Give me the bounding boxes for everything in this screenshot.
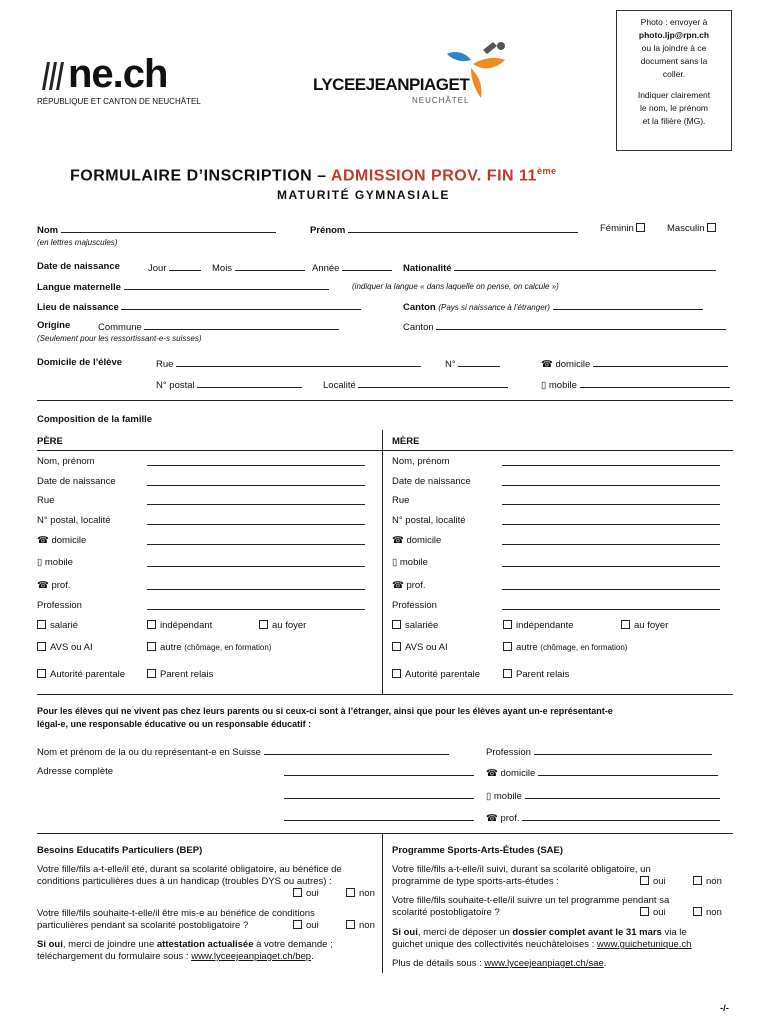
canton-field[interactable]: [553, 300, 703, 310]
nom-field[interactable]: [61, 223, 276, 233]
photo-line: le nom, le prénom: [639, 103, 709, 113]
autorite-option-mere[interactable]: Autorité parentale: [392, 669, 480, 680]
mere-row-field[interactable]: [502, 456, 720, 469]
phone-icon: ☎: [486, 813, 498, 824]
mere-row-label: ▯ mobile: [392, 557, 428, 568]
sae-q2-non[interactable]: non: [693, 907, 722, 918]
photo-email: photo.ljp@rpn.ch: [638, 30, 710, 40]
sae-more: Plus de détails sous : www.lyceejeanpiaget.ch/sae.: [392, 958, 607, 969]
prenom-field[interactable]: [348, 223, 578, 233]
sae-instructions: Si oui, merci de déposer un dossier complet avant le 31 mars via le guichet unique des collectivités neuchâteloises : www.guichetunique.ch: [392, 927, 692, 950]
rep-mobile[interactable]: ▯ mobile: [486, 789, 720, 802]
page-number: -/-: [720, 1003, 729, 1014]
photo-line: Indiquer clairement: [637, 90, 711, 100]
mere-row-field[interactable]: [502, 535, 720, 548]
rep-prof[interactable]: ☎ prof.: [486, 811, 720, 824]
mere-row-field[interactable]: [502, 600, 720, 613]
lieu-field[interactable]: [121, 300, 361, 310]
photo-line: ou la joindre à ce: [641, 43, 707, 53]
langue-field[interactable]: [124, 280, 329, 290]
pere-row-field[interactable]: [147, 515, 365, 528]
mobile-icon: ▯: [37, 557, 45, 568]
pere-row-field[interactable]: [147, 535, 365, 548]
form-title: [70, 166, 556, 185]
origine-label: Origine: [37, 320, 71, 331]
lycee-logo-city: NEUCHÂTEL: [412, 96, 470, 105]
phone-icon: ☎: [37, 535, 52, 546]
ne-logo-text: ne.ch: [68, 52, 168, 96]
bep-instructions: Si oui, merci de joindre une attestation actualisée à votre demande ; téléchargement du formulaire sous : www.lyceejeanpiaget.ch/bep.: [37, 939, 333, 962]
au-foyer-option-mere[interactable]: au foyer: [621, 620, 668, 631]
mere-row-field[interactable]: [502, 557, 720, 570]
relais-option[interactable]: Parent relais: [147, 669, 213, 680]
mere-row-label: Nom, prénom: [392, 456, 450, 467]
sae-q2-oui[interactable]: oui: [640, 907, 666, 918]
mobile-eleve[interactable]: ▯ mobile: [541, 378, 730, 391]
sae-guichet-link[interactable]: www.guichetunique.ch: [596, 939, 692, 950]
divider: [37, 694, 733, 695]
photo-line: document sans la: [640, 56, 708, 66]
pere-row-label: ▯ mobile: [37, 557, 73, 568]
no-field[interactable]: N°: [445, 357, 500, 370]
phone-icon: ☎: [541, 359, 553, 370]
nationalite-label: Nationalité: [403, 261, 716, 274]
pere-row-field[interactable]: [147, 580, 365, 593]
commune-field[interactable]: Commune: [98, 320, 339, 333]
mere-row-field[interactable]: [502, 580, 720, 593]
mere-row-label: Rue: [392, 495, 410, 506]
tel-domicile-eleve[interactable]: ☎ domicile: [541, 357, 728, 370]
sae-question-1: Votre fille/fils a-t-elle/il suivi, durant sa scolarité obligatoire, un programme de type sports-arts-études :: [392, 864, 651, 887]
feminin-checkbox[interactable]: [636, 223, 645, 232]
pere-row-label: N° postal, localité: [37, 515, 111, 526]
mobile-icon: ▯: [541, 380, 547, 391]
mere-row-field[interactable]: [502, 515, 720, 528]
bep-link[interactable]: www.lyceejeanpiaget.ch/bep: [191, 951, 312, 962]
rep-domicile[interactable]: ☎ domicile: [486, 766, 718, 779]
phone-icon: ☎: [392, 535, 407, 546]
pere-row-label: Rue: [37, 495, 55, 506]
nom-label: Nom: [37, 223, 276, 236]
sae-q1-oui[interactable]: oui: [640, 876, 666, 887]
ne-logo-subtitle: RÉPUBLIQUE ET CANTON DE NEUCHÂTEL: [37, 97, 201, 106]
mere-row-label: Profession: [392, 600, 437, 611]
divider: [37, 450, 733, 451]
lieu-label: Lieu de naissance: [37, 300, 361, 313]
rep-adresse-line[interactable]: [284, 811, 474, 824]
mere-row-field[interactable]: [502, 476, 720, 489]
rep-profession[interactable]: Profession: [486, 745, 712, 758]
sae-q1-non[interactable]: non: [693, 876, 722, 887]
photo-line: Photo : envoyer à: [640, 17, 708, 27]
mere-heading: MÈRE: [392, 436, 420, 447]
mobile-icon: ▯: [486, 791, 492, 802]
autorite-option[interactable]: Autorité parentale: [37, 669, 125, 680]
photo-box: [616, 10, 732, 151]
avs-option-mere[interactable]: AVS ou AI: [392, 642, 448, 653]
mere-row-label: Date de naissance: [392, 476, 471, 487]
rep-adresse-line[interactable]: [284, 789, 474, 802]
pere-row-label: Date de naissance: [37, 476, 116, 487]
bep-question-1: Votre fille/fils a-t-elle/il été, durant sa scolarité obligatoire, au bénéfice de conditions particulières dues à un handicap (troubles DYS ou autres) :: [37, 864, 342, 887]
independant-option[interactable]: indépendant: [147, 620, 212, 631]
photo-line: coller.: [662, 69, 686, 79]
bep-question-2: Votre fille/fils souhaite-t-elle/il être mis-e au bénéfice de conditions particulières pendant sa scolarité postobligatoire ?: [37, 908, 315, 931]
pere-row-label: ☎ prof.: [37, 580, 71, 591]
family-title: Composition de la famille: [37, 414, 153, 425]
bep-q1-non[interactable]: non: [346, 888, 375, 899]
pere-row-field[interactable]: [147, 495, 365, 508]
localite-field[interactable]: Localité: [323, 378, 508, 391]
photo-line: [617, 81, 731, 89]
bep-q2-oui[interactable]: oui: [293, 920, 319, 931]
form-subtitle: MATURITÉ GYMNASIALE: [277, 188, 450, 202]
pere-row-field[interactable]: [147, 600, 365, 613]
npa-field[interactable]: N° postal: [156, 378, 302, 391]
nationalite-field[interactable]: [454, 261, 716, 271]
autre-option-mere[interactable]: autre (chômage, en formation): [503, 642, 627, 653]
divider: [37, 833, 733, 834]
mere-row-label: ☎ domicile: [392, 535, 442, 546]
independante-option[interactable]: indépendante: [503, 620, 574, 631]
pere-row-field[interactable]: [147, 456, 365, 469]
phone-icon: ☎: [37, 580, 52, 591]
origine-note: (Seulement pour les ressortissant-e-s suisses): [37, 334, 202, 343]
form-title-main: FORMULAIRE D’INSCRIPTION –: [70, 167, 327, 185]
canton-origine-field[interactable]: Canton: [403, 320, 726, 333]
bep-q1-oui[interactable]: oui: [293, 888, 319, 899]
rep-adresse-line[interactable]: [284, 766, 474, 779]
au-foyer-option[interactable]: au foyer: [259, 620, 306, 631]
form-title-sup: ème: [536, 166, 557, 176]
pere-row-label: ☎ domicile: [37, 535, 87, 546]
mere-row-label: N° postal, localité: [392, 515, 466, 526]
pere-row-label: Nom, prénom: [37, 456, 95, 467]
masculin-option[interactable]: Masculin: [667, 223, 720, 234]
salarie-option[interactable]: salarié: [37, 620, 78, 631]
canton-label: Canton (Pays si naissance à l’étranger): [403, 300, 703, 313]
rep-nom-label: Nom et prénom de la ou du représentant-e en Suisse: [37, 745, 449, 758]
langue-label: Langue maternelle: [37, 280, 329, 293]
pere-heading: PÈRE: [37, 436, 63, 447]
phone-icon: ☎: [392, 580, 407, 591]
rue-field[interactable]: Rue: [156, 357, 421, 370]
ne-logo-stripes: [38, 62, 66, 93]
lycee-logo-name: LYCEEJEANPIAGET: [313, 75, 470, 94]
mere-row-field[interactable]: [502, 495, 720, 508]
masculin-checkbox[interactable]: [707, 223, 716, 232]
sae-title: Programme Sports-Arts-Études (SAE): [392, 845, 564, 856]
domicile-eleve-label: Domicile de l’élève: [37, 357, 123, 368]
bep-q2-non[interactable]: non: [346, 920, 375, 931]
rep-nom-field[interactable]: [264, 745, 449, 755]
pere-row-field[interactable]: [147, 476, 365, 489]
annee-field[interactable]: Année: [312, 261, 392, 274]
date-naissance-label: Date de naissance: [37, 261, 120, 272]
form-title-highlight: ADMISSION PROV. FIN 11: [330, 167, 537, 185]
photo-line: et la filière (MG).: [642, 116, 706, 126]
bottom-column-divider: [382, 833, 383, 973]
divider: [37, 400, 733, 401]
prenom-label: Prénom: [310, 223, 578, 236]
mois-field[interactable]: Mois: [212, 261, 305, 274]
autre-option[interactable]: autre (chômage, en formation): [147, 642, 271, 653]
pere-row-label: Profession: [37, 600, 82, 611]
rep-adresse-label: Adresse complète: [37, 766, 114, 777]
avs-option[interactable]: AVS ou AI: [37, 642, 93, 653]
sae-link[interactable]: www.lyceejeanpiaget.ch/sae: [484, 958, 604, 969]
representative-intro-2: légal-e, une responsable éducative ou un responsable éducatif :: [37, 719, 312, 729]
relais-option-mere[interactable]: Parent relais: [503, 669, 569, 680]
mere-row-label: ☎ prof.: [392, 580, 426, 591]
bep-title: Besoins Educatifs Particuliers (BEP): [37, 845, 203, 856]
representative-intro: Pour les élèves qui ne vivent pas chez leurs parents ou si ceux-ci sont à l’étranger, ainsi que pour les élèves ayant un-e représentant-e: [37, 706, 613, 716]
feminin-option[interactable]: Féminin: [600, 223, 649, 234]
nom-note: (en lettres majuscules): [37, 238, 118, 247]
salariee-option[interactable]: salariée: [392, 620, 438, 631]
mobile-icon: ▯: [392, 557, 400, 568]
sae-question-2: Votre fille/fils souhaite-t-elle/il suivre un tel programme pendant sa scolarité postobligatoire ?: [392, 895, 670, 918]
pere-row-field[interactable]: [147, 557, 365, 570]
family-column-divider: [382, 430, 383, 695]
jour-field[interactable]: Jour: [148, 261, 201, 274]
langue-note: (indiquer la langue « dans laquelle on pense, on calcule »): [352, 282, 559, 291]
phone-icon: ☎: [486, 768, 498, 779]
